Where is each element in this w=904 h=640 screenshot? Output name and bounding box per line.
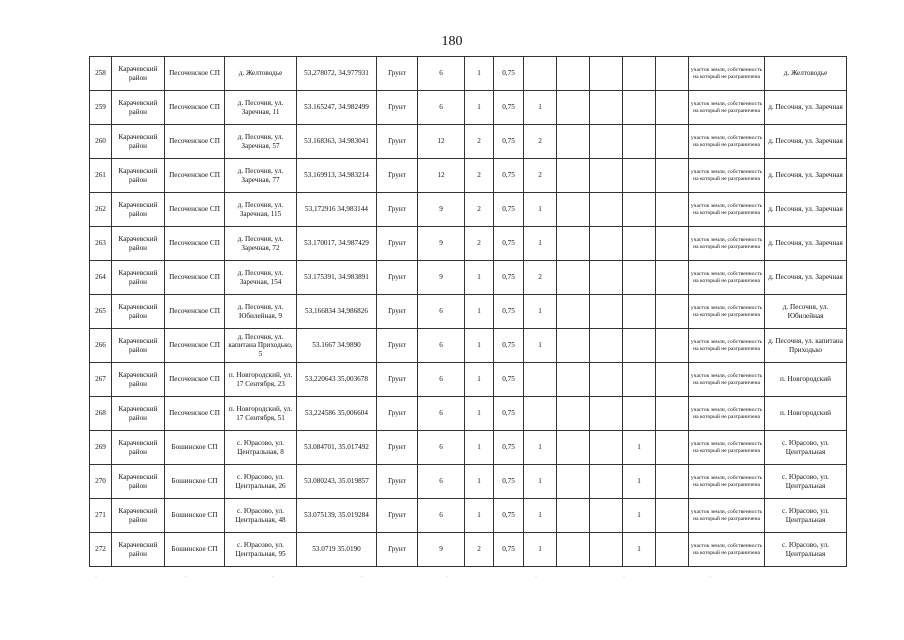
served-area-cell: п. Новгородский xyxy=(765,397,847,431)
col-volume-cell: 0,75 xyxy=(494,533,524,567)
col-containers-cell: 2 xyxy=(465,193,494,227)
col-volume-cell: 0,75 xyxy=(494,57,524,91)
col-count-d-cell xyxy=(623,193,656,227)
served-area-cell: д. Песочня, ул. Заречная xyxy=(765,193,847,227)
col-containers-cell: 2 xyxy=(465,125,494,159)
table-row xyxy=(90,57,847,91)
col-count-a-cell xyxy=(524,57,557,91)
ownership-cell: участок земли, собственность на который не разграничена xyxy=(689,329,765,363)
col-volume-cell: 0,75 xyxy=(494,91,524,125)
col-count-b-cell xyxy=(557,125,590,159)
served-area-cell: д. Песочня, ул. Заречная xyxy=(765,227,847,261)
surface-cell: Грунт xyxy=(377,193,418,227)
col-area-cell: 6 xyxy=(418,329,465,363)
district-cell: Карачевский район xyxy=(112,363,165,397)
row-number: 258 xyxy=(90,57,112,91)
col-count-b-cell xyxy=(557,57,590,91)
col-volume-cell: 0,75 xyxy=(494,465,524,499)
col-containers-cell: 1 xyxy=(465,363,494,397)
col-count-e-cell xyxy=(656,465,689,499)
served-area-cell: с. Юрасово, ул. Центральная xyxy=(765,465,847,499)
ownership-cell: участок земли, собственность на который не разграничена xyxy=(689,397,765,431)
col-count-c-cell xyxy=(590,261,623,295)
col-area-cell: 6 xyxy=(418,295,465,329)
address-cell: п. Новгородский, ул. 17 Сентября, 51 xyxy=(225,397,297,431)
surface-cell: Грунт xyxy=(377,91,418,125)
col-containers-cell: 1 xyxy=(465,499,494,533)
col-count-e-cell xyxy=(656,261,689,295)
col-containers-cell: 2 xyxy=(465,533,494,567)
table-row xyxy=(90,465,847,499)
settlement-cell: Песоченское СП xyxy=(165,159,225,193)
col-volume-cell: 0,75 xyxy=(494,329,524,363)
table-row xyxy=(90,159,847,193)
col-count-a-cell xyxy=(524,363,557,397)
col-area-cell: 6 xyxy=(418,499,465,533)
col-volume-cell: 0,75 xyxy=(494,397,524,431)
col-count-b-cell xyxy=(557,533,590,567)
served-area-cell: с. Юрасово, ул. Центральная xyxy=(765,533,847,567)
col-area-cell: 6 xyxy=(418,431,465,465)
col-count-d-cell xyxy=(623,125,656,159)
col-count-b-cell xyxy=(557,499,590,533)
settlement-cell: Бошинское СП xyxy=(165,465,225,499)
col-volume-cell: 0,75 xyxy=(494,159,524,193)
table-row xyxy=(90,91,847,125)
address-cell: д. Желтоводье xyxy=(225,57,297,91)
address-cell: с. Юрасово, ул. Центральная, 48 xyxy=(225,499,297,533)
surface-cell: Грунт xyxy=(377,533,418,567)
row-number: 268 xyxy=(90,397,112,431)
col-count-c-cell xyxy=(590,295,623,329)
col-area-cell: 9 xyxy=(418,261,465,295)
col-count-c-cell xyxy=(590,397,623,431)
row-number: 261 xyxy=(90,159,112,193)
col-count-d-cell xyxy=(623,329,656,363)
settlement-cell: Песоченское СП xyxy=(165,91,225,125)
col-count-e-cell xyxy=(656,57,689,91)
col-count-a-cell: 1 xyxy=(524,431,557,465)
row-number: 269 xyxy=(90,431,112,465)
col-count-a-cell: 1 xyxy=(524,533,557,567)
col-count-c-cell xyxy=(590,329,623,363)
col-count-b-cell xyxy=(557,295,590,329)
col-count-e-cell xyxy=(656,193,689,227)
col-count-e-cell xyxy=(656,363,689,397)
address-cell: п. Новгородский, ул. 17 Сентября, 23 xyxy=(225,363,297,397)
ownership-cell: участок земли, собственность на который не разграничена xyxy=(689,431,765,465)
col-count-c-cell xyxy=(590,363,623,397)
col-count-c-cell xyxy=(590,533,623,567)
settlement-cell: Бошинское СП xyxy=(165,499,225,533)
col-count-e-cell xyxy=(656,159,689,193)
col-count-b-cell xyxy=(557,159,590,193)
address-cell: д. Песочня, ул. Заречная, 11 xyxy=(225,91,297,125)
row-number: 259 xyxy=(90,91,112,125)
served-area-cell: п. Новгородский xyxy=(765,363,847,397)
container-sites-table xyxy=(89,56,847,567)
col-area-cell: 6 xyxy=(418,363,465,397)
ownership-cell: участок земли, собственность на который не разграничена xyxy=(689,533,765,567)
coordinates-cell: 53,172916 34,983144 xyxy=(297,193,377,227)
col-count-d-cell xyxy=(623,57,656,91)
row-number: 265 xyxy=(90,295,112,329)
col-containers-cell: 1 xyxy=(465,397,494,431)
ownership-cell: участок земли, собственность на который не разграничена xyxy=(689,91,765,125)
col-count-a-cell: 1 xyxy=(524,193,557,227)
coordinates-cell: 53.175391, 34.983891 xyxy=(297,261,377,295)
served-area-cell: с. Юрасово, ул. Центральная xyxy=(765,431,847,465)
district-cell: Карачевский район xyxy=(112,159,165,193)
surface-cell: Грунт xyxy=(377,57,418,91)
address-cell: д. Песочня, ул. Заречная, 115 xyxy=(225,193,297,227)
col-area-cell: 12 xyxy=(418,159,465,193)
settlement-cell: Песоченское СП xyxy=(165,295,225,329)
col-count-b-cell xyxy=(557,465,590,499)
surface-cell: Грунт xyxy=(377,431,418,465)
col-count-b-cell xyxy=(557,261,590,295)
district-cell: Карачевский район xyxy=(112,397,165,431)
served-area-cell: д. Песочня, ул. капитана Приходько xyxy=(765,329,847,363)
address-cell: д. Песочня, ул. Заречная, 77 xyxy=(225,159,297,193)
ownership-cell: участок земли, собственность на который не разграничена xyxy=(689,125,765,159)
address-cell: с. Юрасово, ул. Центральная, 95 xyxy=(225,533,297,567)
table-row xyxy=(90,363,847,397)
settlement-cell: Песоченское СП xyxy=(165,329,225,363)
col-containers-cell: 2 xyxy=(465,159,494,193)
table-row xyxy=(90,261,847,295)
table-row xyxy=(90,125,847,159)
col-count-a-cell: 1 xyxy=(524,227,557,261)
col-count-b-cell xyxy=(557,193,590,227)
col-volume-cell: 0,75 xyxy=(494,295,524,329)
col-count-d-cell: 1 xyxy=(623,431,656,465)
col-containers-cell: 1 xyxy=(465,57,494,91)
row-number: 267 xyxy=(90,363,112,397)
col-containers-cell: 1 xyxy=(465,329,494,363)
col-count-a-cell: 2 xyxy=(524,261,557,295)
col-count-d-cell xyxy=(623,159,656,193)
coordinates-cell: 53,166834 34,986826 xyxy=(297,295,377,329)
col-count-e-cell xyxy=(656,295,689,329)
district-cell: Карачевский район xyxy=(112,295,165,329)
coordinates-cell: 53.170017, 34.987429 xyxy=(297,227,377,261)
col-volume-cell: 0,75 xyxy=(494,363,524,397)
settlement-cell: Песоченское СП xyxy=(165,363,225,397)
district-cell: Карачевский район xyxy=(112,261,165,295)
coordinates-cell: 53.080243, 35.019857 xyxy=(297,465,377,499)
col-containers-cell: 1 xyxy=(465,91,494,125)
served-area-cell: д. Песочня, ул. Заречная xyxy=(765,261,847,295)
col-volume-cell: 0,75 xyxy=(494,193,524,227)
served-area-cell: д. Песочня, ул. Заречная xyxy=(765,159,847,193)
table-row xyxy=(90,329,847,363)
col-volume-cell: 0,75 xyxy=(494,227,524,261)
ownership-cell: участок земли, собственность на который не разграничена xyxy=(689,363,765,397)
settlement-cell: Бошинское СП xyxy=(165,431,225,465)
served-area-cell: д. Песочня, ул. Заречная xyxy=(765,125,847,159)
coordinates-cell: 53,278072, 34,977931 xyxy=(297,57,377,91)
settlement-cell: Песоченское СП xyxy=(165,57,225,91)
settlement-cell: Песоченское СП xyxy=(165,125,225,159)
table-row xyxy=(90,397,847,431)
surface-cell: Грунт xyxy=(377,295,418,329)
district-cell: Карачевский район xyxy=(112,329,165,363)
col-count-e-cell xyxy=(656,125,689,159)
address-cell: д. Песочня, ул. Заречная, 57 xyxy=(225,125,297,159)
col-count-d-cell xyxy=(623,227,656,261)
coordinates-cell: 53.165247, 34.982499 xyxy=(297,91,377,125)
col-count-e-cell xyxy=(656,227,689,261)
surface-cell: Грунт xyxy=(377,499,418,533)
coordinates-cell: 53.0719 35.0190 xyxy=(297,533,377,567)
col-count-d-cell: 1 xyxy=(623,465,656,499)
col-count-a-cell: 1 xyxy=(524,295,557,329)
address-cell: д. Песочня, ул. капитана Приходько, 5 xyxy=(225,329,297,363)
col-area-cell: 9 xyxy=(418,227,465,261)
district-cell: Карачевский район xyxy=(112,533,165,567)
row-number: 263 xyxy=(90,227,112,261)
col-count-d-cell: 1 xyxy=(623,533,656,567)
district-cell: Карачевский район xyxy=(112,465,165,499)
col-count-d-cell: 1 xyxy=(623,499,656,533)
table-row xyxy=(90,499,847,533)
address-cell: д. Песочня, ул. Заречная, 154 xyxy=(225,261,297,295)
district-cell: Карачевский район xyxy=(112,227,165,261)
col-count-b-cell xyxy=(557,227,590,261)
col-count-c-cell xyxy=(590,159,623,193)
row-number: 272 xyxy=(90,533,112,567)
surface-cell: Грунт xyxy=(377,261,418,295)
col-count-c-cell xyxy=(590,125,623,159)
col-area-cell: 9 xyxy=(418,533,465,567)
row-number: 270 xyxy=(90,465,112,499)
col-count-e-cell xyxy=(656,431,689,465)
ownership-cell: участок земли, собственность на который не разграничена xyxy=(689,193,765,227)
col-count-a-cell: 1 xyxy=(524,91,557,125)
surface-cell: Грунт xyxy=(377,159,418,193)
coordinates-cell: 53.075139, 35.019284 xyxy=(297,499,377,533)
row-number: 266 xyxy=(90,329,112,363)
col-count-e-cell xyxy=(656,533,689,567)
ownership-cell: участок земли, собственность на который не разграничена xyxy=(689,227,765,261)
col-count-c-cell xyxy=(590,499,623,533)
col-count-d-cell xyxy=(623,261,656,295)
ownership-cell: участок земли, собственность на который не разграничена xyxy=(689,465,765,499)
col-count-c-cell xyxy=(590,193,623,227)
district-cell: Карачевский район xyxy=(112,125,165,159)
coordinates-cell: 53.084701, 35.017492 xyxy=(297,431,377,465)
col-count-d-cell xyxy=(623,363,656,397)
row-number: 271 xyxy=(90,499,112,533)
district-cell: Карачевский район xyxy=(112,431,165,465)
surface-cell: Грунт xyxy=(377,125,418,159)
surface-cell: Грунт xyxy=(377,329,418,363)
col-count-e-cell xyxy=(656,329,689,363)
settlement-cell: Песоченское СП xyxy=(165,227,225,261)
col-containers-cell: 1 xyxy=(465,295,494,329)
district-cell: Карачевский район xyxy=(112,57,165,91)
col-volume-cell: 0,75 xyxy=(494,431,524,465)
coordinates-cell: 53.168363, 34.983041 xyxy=(297,125,377,159)
col-containers-cell: 2 xyxy=(465,227,494,261)
settlement-cell: Песоченское СП xyxy=(165,261,225,295)
col-count-a-cell: 2 xyxy=(524,159,557,193)
settlement-cell: Песоченское СП xyxy=(165,397,225,431)
col-area-cell: 6 xyxy=(418,465,465,499)
col-count-b-cell xyxy=(557,363,590,397)
table-row xyxy=(90,533,847,567)
coordinates-cell: 53.1667 34.9890 xyxy=(297,329,377,363)
coordinates-cell: 53,220643 35,003678 xyxy=(297,363,377,397)
col-area-cell: 6 xyxy=(418,57,465,91)
col-count-b-cell xyxy=(557,91,590,125)
address-cell: с. Юрасово, ул. Центральная, 26 xyxy=(225,465,297,499)
ownership-cell: участок земли, собственность на который не разграничена xyxy=(689,159,765,193)
col-count-c-cell xyxy=(590,91,623,125)
table-row xyxy=(90,431,847,465)
col-count-b-cell xyxy=(557,397,590,431)
col-count-c-cell xyxy=(590,227,623,261)
page-number: 180 xyxy=(441,34,463,49)
col-count-a-cell xyxy=(524,397,557,431)
col-count-a-cell: 2 xyxy=(524,125,557,159)
served-area-cell: д. Песочня, ул. Заречная xyxy=(765,91,847,125)
district-cell: Карачевский район xyxy=(112,499,165,533)
col-count-c-cell xyxy=(590,431,623,465)
col-count-e-cell xyxy=(656,91,689,125)
surface-cell: Грунт xyxy=(377,465,418,499)
col-area-cell: 9 xyxy=(418,193,465,227)
col-count-d-cell xyxy=(623,91,656,125)
row-number: 262 xyxy=(90,193,112,227)
ownership-cell: участок земли, собственность на который не разграничена xyxy=(689,57,765,91)
col-area-cell: 6 xyxy=(418,397,465,431)
address-cell: с. Юрасово, ул. Центральная, 8 xyxy=(225,431,297,465)
col-count-b-cell xyxy=(557,431,590,465)
col-containers-cell: 1 xyxy=(465,465,494,499)
ownership-cell: участок земли, собственность на который не разграничена xyxy=(689,499,765,533)
settlement-cell: Бошинское СП xyxy=(165,533,225,567)
district-cell: Карачевский район xyxy=(112,193,165,227)
col-count-d-cell xyxy=(623,397,656,431)
table-row xyxy=(90,295,847,329)
col-count-b-cell xyxy=(557,329,590,363)
col-volume-cell: 0,75 xyxy=(494,261,524,295)
row-number: 264 xyxy=(90,261,112,295)
col-count-a-cell: 1 xyxy=(524,329,557,363)
address-cell: д. Песочня, ул. Юбилейная, 9 xyxy=(225,295,297,329)
col-count-c-cell xyxy=(590,57,623,91)
served-area-cell: с. Юрасово, ул. Центральная xyxy=(765,499,847,533)
col-count-a-cell: 1 xyxy=(524,465,557,499)
col-count-e-cell xyxy=(656,397,689,431)
col-count-c-cell xyxy=(590,465,623,499)
district-cell: Карачевский район xyxy=(112,91,165,125)
surface-cell: Грунт xyxy=(377,363,418,397)
coordinates-cell: 53.169913, 34.983214 xyxy=(297,159,377,193)
row-number: 260 xyxy=(90,125,112,159)
address-cell: д. Песочня, ул. Заречная, 72 xyxy=(225,227,297,261)
ownership-cell: участок земли, собственность на который не разграничена xyxy=(689,261,765,295)
coordinates-cell: 53,224586 35,006604 xyxy=(297,397,377,431)
ownership-cell: участок земли, собственность на который не разграничена xyxy=(689,295,765,329)
col-containers-cell: 1 xyxy=(465,431,494,465)
served-area-cell: д. Песочня, ул. Юбилейная xyxy=(765,295,847,329)
surface-cell: Грунт xyxy=(377,227,418,261)
col-area-cell: 12 xyxy=(418,125,465,159)
table-row xyxy=(90,193,847,227)
table-row xyxy=(90,227,847,261)
col-count-e-cell xyxy=(656,499,689,533)
surface-cell: Грунт xyxy=(377,397,418,431)
settlement-cell: Песоченское СП xyxy=(165,193,225,227)
col-volume-cell: 0,75 xyxy=(494,499,524,533)
col-count-d-cell xyxy=(623,295,656,329)
col-count-a-cell: 1 xyxy=(524,499,557,533)
col-volume-cell: 0,75 xyxy=(494,125,524,159)
col-containers-cell: 1 xyxy=(465,261,494,295)
served-area-cell: д. Желтоводье xyxy=(765,57,847,91)
col-area-cell: 6 xyxy=(418,91,465,125)
